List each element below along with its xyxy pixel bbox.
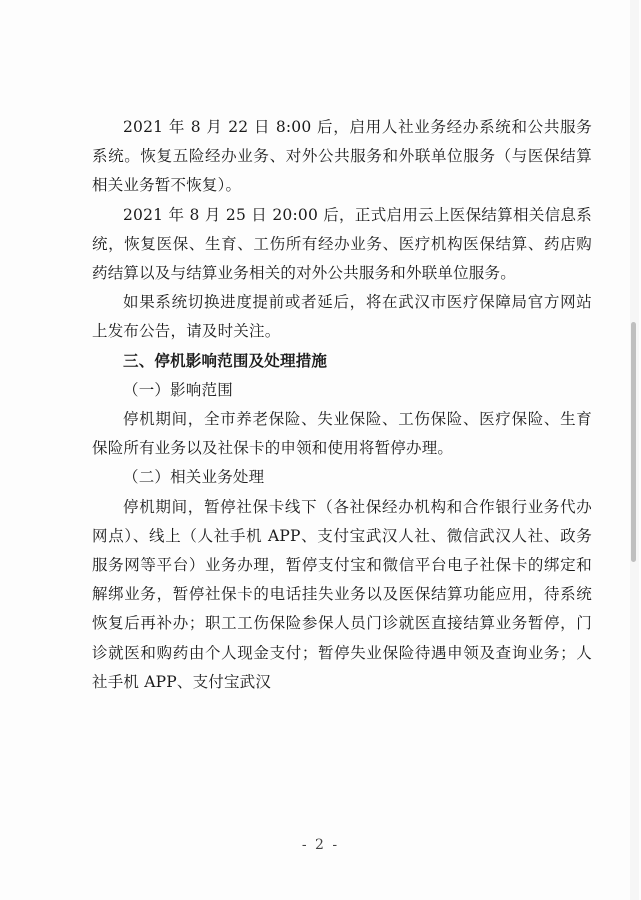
section-heading-impact: 三、停机影响范围及处理措施 bbox=[123, 351, 328, 370]
vertical-scrollbar[interactable] bbox=[630, 0, 639, 900]
paragraph-announcement-notice: 如果系统切换进度提前或者延后，将在武汉市医疗保障局官方网站上发布公告，请及时关注。 bbox=[92, 293, 592, 341]
document-body bbox=[92, 113, 592, 697]
paragraph-restore-hr-systems: 2021 年 8 月 22 日 8:00 后，启用人社业务经办系统和公共服务系统。恢复五险经办业务、对外公共服务和外联单位服务（与医保结算相关业务暂不恢复）。 bbox=[92, 118, 592, 195]
paragraph-business-handling-detail: 停机期间，暂停社保卡线下（各社保经办机构和合作银行业务代办网点）、线上（人社手机 APP、支付宝武汉人社、微信武汉人社、政务服务网等平台）业务办理，暂停支付宝和微信平台电子社保卡的绑定和解绑业务，暂停社保卡的电话挂失业务以及医保结算功能应用，待系统恢复后再补办；职工工伤保险参保人员门诊就医直接结算业务暂停，门诊就医和购药由个人现金支付；暂停失业保险待遇申领及查询业务；人社手机 APP、支付宝武汉 bbox=[92, 497, 592, 691]
subheading-scope: （一）影响范围 bbox=[123, 380, 233, 399]
paragraph-scope-detail: 停机期间，全市养老保险、失业保险、工伤保险、医疗保险、生育保险所有业务以及社保卡的申领和使用将暂停办理。 bbox=[92, 410, 592, 458]
scrollbar-thumb[interactable] bbox=[631, 322, 636, 562]
subheading-business-handling: （二）相关业务处理 bbox=[123, 468, 265, 487]
page-number: - 2 - bbox=[301, 837, 340, 853]
paragraph-restore-medical-systems: 2021 年 8 月 25 日 20:00 后，正式启用云上医保结算相关信息系统，恢复医保、生育、工伤所有经办业务、医疗机构医保结算、药店购药结算以及与结算业务相关的对外公共服务和外联单位服务。 bbox=[92, 205, 592, 283]
